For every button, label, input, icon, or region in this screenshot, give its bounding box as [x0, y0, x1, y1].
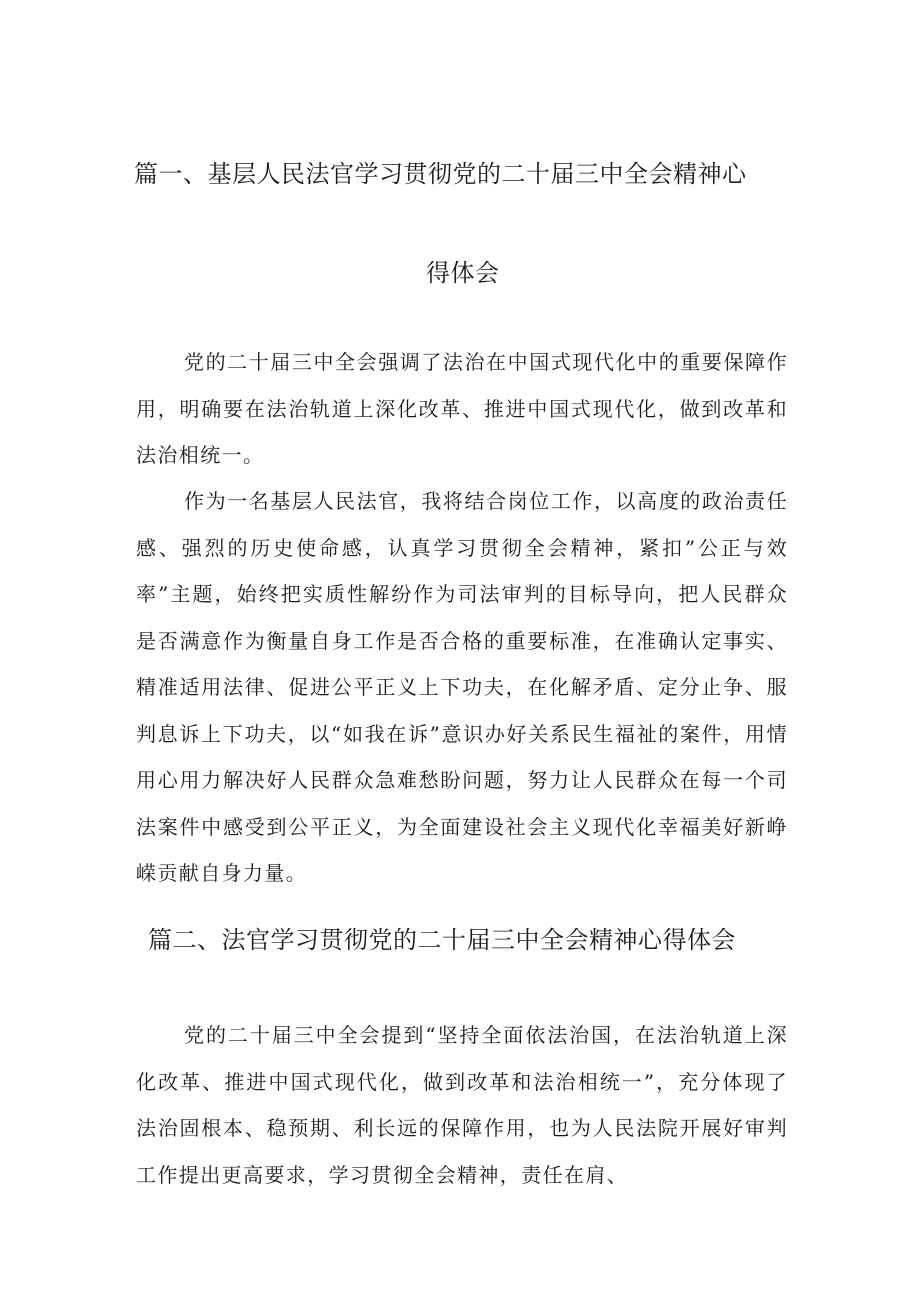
section-1-title-line-2: 得体会 — [426, 259, 500, 287]
section-1-paragraph-2: 作为一名基层人民法官，我将结合岗位工作，以高度的政治责任感、强烈的历史使命感，认真学习贯彻全会精神，紧扣”公正与效率”主题，始终把实质性解纷作为司法审判的目标导向，把人民群众是否满意作为衡量自身工作是否合格的重要标准，在准确认定事实、精准适用法律、促进公平正义上下功夫，在化解矛盾、定分止争、服判息诉上下功夫，以“如我在诉”意识办好关系民生福祉的案件，用情用心用力解决好人民群众急难愁盼问题，努力让人民群众在每一个司法案件中感受到公平正义，为全面建设社会主义现代化幸福美好新峥嵘贡献自身力量。 — [136, 489, 788, 885]
section-2-title: 篇二、法官学习贯彻党的二十届三中全会精神心得体会 — [148, 926, 736, 954]
section-1-paragraph-1: 党的二十届三中全会强调了法治在中国式现代化中的重要保障作用，明确要在法治轨道上深化改革、推进中国式现代化，做到改革和法治相统一。 — [136, 350, 788, 467]
section-2-paragraph-1: 党的二十届三中全会提到“坚持全面依法治国，在法治轨道上深化改革、推进中国式现代化，做到改革和法治相统一”，充分体现了法治固根本、稳预期、利长远的保障作用，也为人民法院开展好审判工作提出更高要求，学习贯彻全会精神，责任在肩、 — [136, 1023, 788, 1187]
section-1-title-line-1: 篇一、基层人民法官学习贯彻党的二十届三中全会精神心 — [134, 160, 747, 188]
